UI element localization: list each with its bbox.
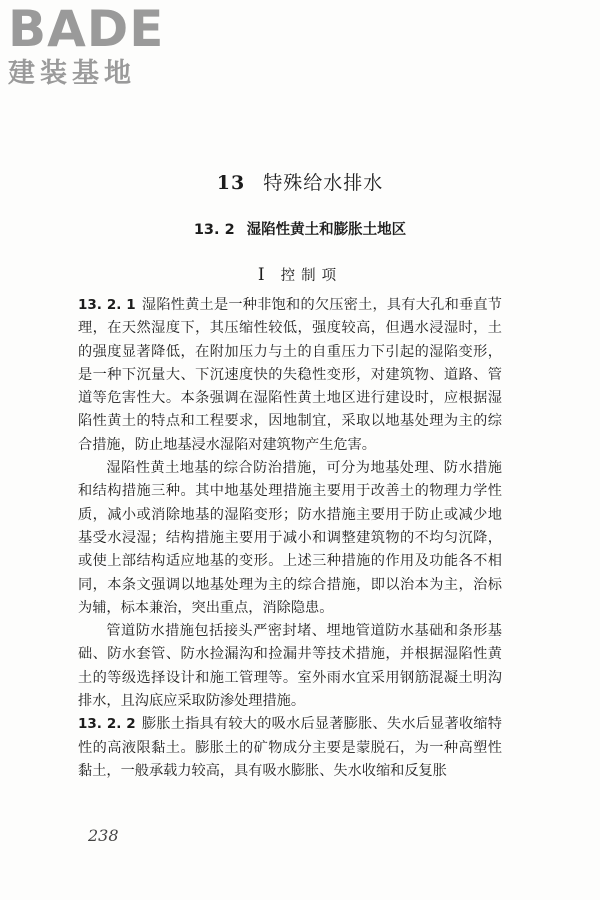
chapter-number: 13 — [216, 172, 246, 194]
section-heading — [0, 218, 600, 239]
clause-number: 13. 2. 2 — [78, 716, 136, 733]
chapter-heading — [0, 168, 600, 195]
clause-number: 13. 2. 1 — [78, 297, 136, 313]
logo — [8, 2, 178, 90]
body-text — [78, 294, 502, 783]
clause-13-2-2 — [78, 713, 502, 783]
section-title: 湿陷性黄土和膨胀土地区 — [246, 222, 407, 238]
logo-subtitle: 建装基地 — [8, 58, 136, 89]
section-number: 13. 2 — [193, 222, 235, 238]
page-number: 238 — [88, 826, 119, 845]
subheading — [0, 264, 600, 285]
subheading-title: 控制项 — [280, 268, 343, 284]
clause-13-2-1 — [78, 294, 502, 457]
paragraph: 湿陷性黄土地基的综合防治措施，可分为地基处理、防水措施和结构措施三种。其中地基处理措施主要用于改善土的物理力学性质，减小或消除地基的湿陷变形；防水措施主要用于防止或减少地基受水浸湿；结构措施主要用于减小和调整建筑物的不均匀沉降，或使上部结构适应地基的变形。上述三种措施的作用及功能各不相同，本条文强调以地基处理为主的综合措施，即以治本为主，治标为辅，标本兼治，突出重点，消除隐患。 — [78, 460, 502, 616]
clause-text: 膨胀土指具有较大的吸水后显著膨胀、失水后显著收缩特性的高液限黏土。膨胀土的矿物成分主要是蒙脱石，为一种高塑性黏土，一般承载力较高，具有吸水膨胀、失水收缩和反复胀 — [78, 716, 502, 779]
paragraph: 管道防水措施包括接头严密封堵、埋地管道防水基础和条形基础、防水套管、防水捡漏沟和捡漏井等技术措施，并根据湿陷性黄土的等级选择设计和施工管理等。室外雨水宜采用钢筋混凝土明沟排水，且沟底应采取防渗处理措施。 — [78, 623, 502, 710]
subheading-number: I — [257, 265, 271, 285]
chapter-title: 特殊给水排水 — [263, 172, 384, 194]
clause-text: 湿陷性黄土是一种非饱和的欠压密土，具有大孔和垂直节理，在天然湿度下，其压缩性较低，强度较高，但遇水浸湿时，土的强度显著降低，在附加压力与土的自重压力下引起的湿陷变形，是一种下沉量大、下沉速度快的失稳性变形，对建筑物、道路、管道等危害性大。本条强调在湿陷性黄土地区进行建设时，应根据湿陷性黄土的特点和工程要求，因地制宜，采取以地基处理为主的综合措施，防止地基浸水湿陷对建筑物产生危害。 — [78, 297, 502, 453]
logo-title: BADE — [8, 0, 165, 58]
